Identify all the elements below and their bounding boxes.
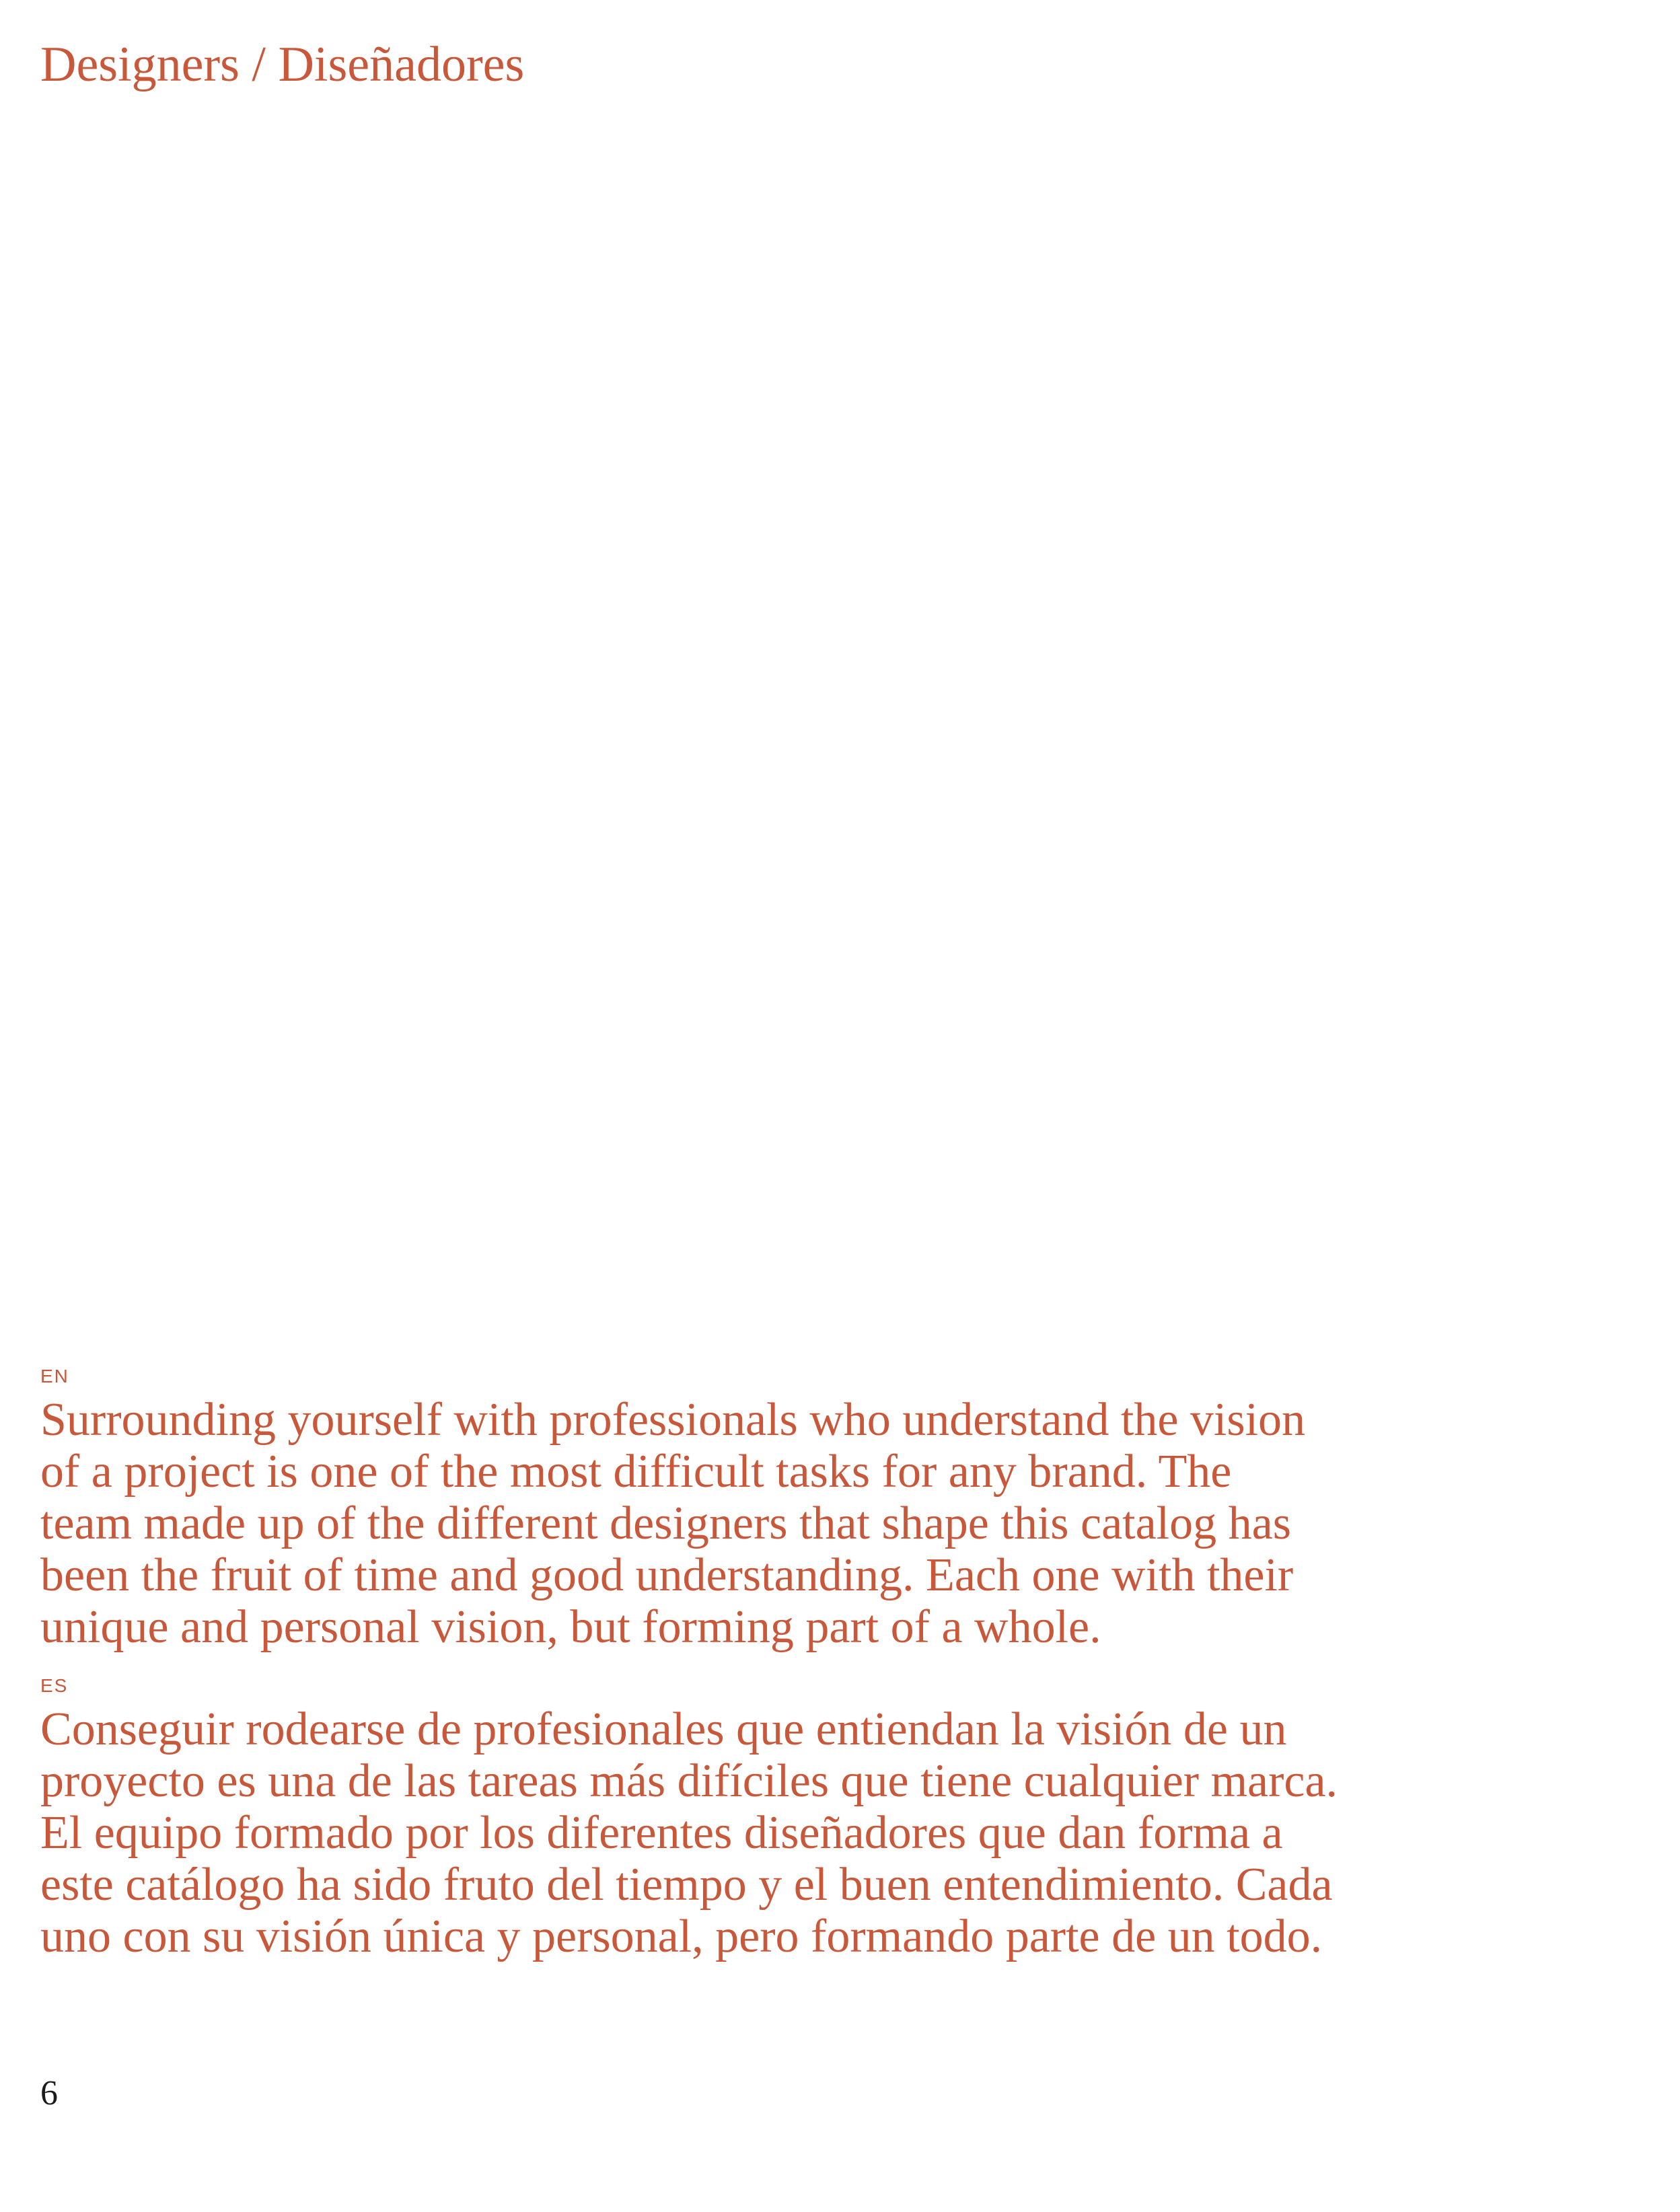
spanish-paragraph	[40, 1703, 1494, 1962]
english-section	[40, 1367, 1494, 1653]
paragraph-line: team made up of the different designers that shape this catalog has	[40, 1498, 1291, 1549]
language-label-en: EN	[40, 1366, 69, 1387]
paragraph-line: Surrounding yourself with professionals who understand the vision	[40, 1394, 1306, 1446]
english-paragraph	[40, 1394, 1494, 1653]
paragraph-line: Conseguir rodearse de profesionales que entiendan la visión de un	[40, 1703, 1287, 1755]
paragraph-line: uno con su visión única y personal, pero formando parte de un todo.	[40, 1911, 1323, 1962]
language-label-es: ES	[40, 1675, 69, 1696]
paragraph-line: proyecto es una de las tareas más difíciles que tiene cualquier marca.	[40, 1755, 1338, 1807]
paragraph-line: unique and personal vision, but forming part of a whole.	[40, 1601, 1101, 1653]
paragraph-line: este catálogo ha sido fruto del tiempo y el buen entendimiento. Cada	[40, 1859, 1333, 1911]
paragraph-line: been the fruit of time and good understanding. Each one with their	[40, 1549, 1294, 1601]
paragraph-line: El equipo formado por los diferentes diseñadores que dan forma a	[40, 1807, 1283, 1859]
paragraph-line: of a project is one of the most difficult tasks for any brand. The	[40, 1446, 1232, 1498]
page-number: 6	[40, 2074, 58, 2112]
spanish-section	[40, 1676, 1494, 1962]
page-title: Designers / Diseñadores	[40, 37, 525, 92]
